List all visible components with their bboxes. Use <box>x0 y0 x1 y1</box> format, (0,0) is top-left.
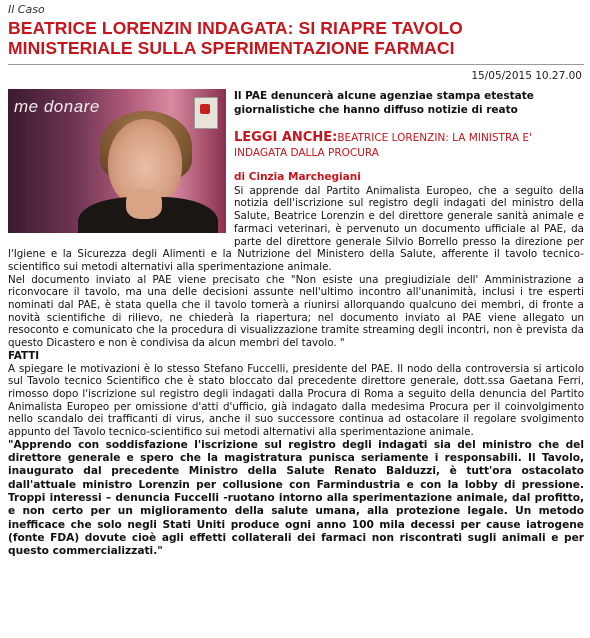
hand-shape <box>126 189 162 219</box>
article-lead: Il PAE denuncerà alcune agenziae stampa etestate giornalistiche che hanno diffuso notizie di reato <box>234 90 534 116</box>
leggi-anche-link[interactable]: BEATRICE LORENZIN: LA MINISTRA E' INDAGATA DALLA PROCURA <box>234 132 532 159</box>
leggi-anche-label: LEGGI ANCHE: <box>234 130 338 145</box>
section-label[interactable]: Il Caso <box>8 3 45 16</box>
fatti-heading: FATTI <box>8 349 40 362</box>
photo-background-text: me donare <box>14 97 100 116</box>
quote-paragraph: "Apprendo con soddisfazione l'iscrizione sul registro degli indagati sia del ministro che del direttore generale e spero che la magistratura punisca seriamente i responsabili. Il Tavolo, inaugurato dal precedente Ministro della Salute Renato Balduzzi, è tutt'ora ostacolato dall'attuale ministro Lorenzin per collusione con Farmindustria e con la lobby di pressione. Troppi interessi – denuncia Fuccelli -ruotano intorno alla sperimentazione animale, dal profitto, e non certo per un miglioramento della salute umana, alla protezione legale. Un metodo inefficace che solo negli Stati Uniti produce ogni anno 100 mila decessi per cause iatrogene (fonte FDA) dovute cioè agli effetti collaterali dei farmaci non riscontrati sugli animali e per questo commercializzati." <box>8 438 584 558</box>
publish-date: 15/05/2015 10.27.00 <box>471 70 582 82</box>
article-body <box>8 89 584 558</box>
fatti-paragraph: A spiegare le motivazioni è lo stesso Stefano Fuccelli, presidente del PAE. Il nodo della controversia si articolo sul Tavolo tecnico Scientifico che è stato bloccato dal precedente direttore generale, dott.ssa Gaetana Ferri, rimosso dopo l'iscrizione sul registro degli indagati dalla Procura di Roma a seguito della denuncia del Partito Animalista Europeo per omissione d'atti d'ufficio, già indagato dalla medesima Procura per il coinvolgimento nello scandalo dei trafficanti di virus, anche il suo successore continua ad ostacolare il regolare svolgimento appunto del Tavolo tecnico-scientifico sui metodi alternativi alla sperimentazione animale. <box>8 362 584 439</box>
article-headline[interactable]: BEATRICE LORENZIN INDAGATA: SI RIAPRE TAVOLO MINISTERIALE SULLA SPERIMENTAZIONE FARMACI <box>8 18 463 58</box>
body-paragraph-2: Nel documento inviato al PAE viene precisato che "Non esiste una pregiudiziale dell' Amministrazione a riconvocare il tavolo, ma una delle decisioni assunte nell'ultimo incontro all'unanimità, inclusi i tre esperti nominati dal PAE, è stata quella che il tavolo tornerà a riunirsi allorquando qualcuno dei membri, di fronte a novità scientifiche di rilievo, ne chiederà la riapertura; nel documento inviato al PAE viene allegato un resoconto e comunicato che la procedura di visualizzazione tramite streaming degli incontri, non è prevista da questo Dicastero e non è condivisa da alcun membri del tavolo. " <box>8 273 584 350</box>
fire-sign-icon <box>194 97 218 129</box>
divider <box>8 64 584 65</box>
author-byline: di Cinzia Marchegiani <box>234 171 361 183</box>
body-paragraph-1: Si apprende dal Partito Animalista Europeo, che a seguito della notizia dell'iscrizione sul registro degli indagati del ministro della Salute, Beatrice Lorenzin e del direttore generale sanità animale e farmaci veterinari, è pervenuto un documento ufficiale al PAE, da parte del direttore generale Silvio Borrello presso la direzione per l'Igiene e la Sicurezza degli Alimenti e la Nutrizione del Ministero della Salute, afferente il tavolo tecnico-scientifico sui metodi alternativi alla sperimentazione animale. <box>8 184 584 273</box>
photo-portrait-icon[interactable] <box>8 89 226 233</box>
